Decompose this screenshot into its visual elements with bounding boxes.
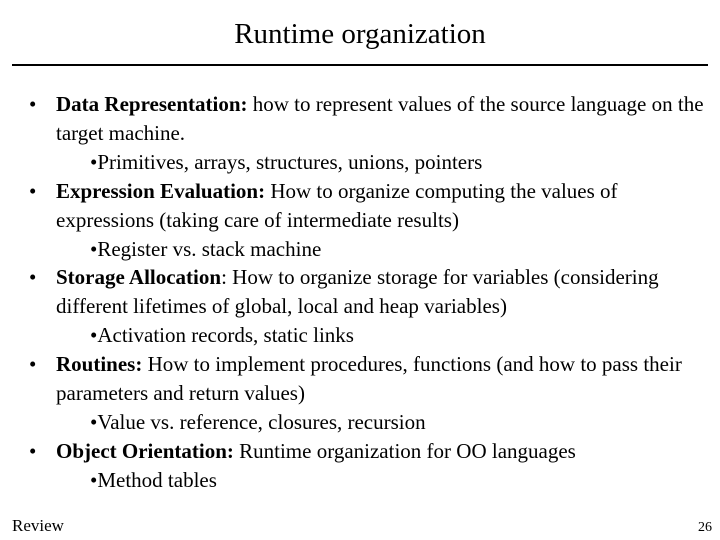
bullet-term: Data Representation:: [56, 92, 248, 116]
title-divider: [12, 64, 708, 66]
page-number: 26: [698, 520, 712, 535]
sub-bullet: •Method tables: [90, 467, 217, 492]
sub-bullet: •Register vs. stack machine: [90, 236, 322, 261]
sub-bullet: •Value vs. reference, closures, recursion: [90, 409, 426, 434]
bullet-term: Object Orientation:: [56, 438, 234, 463]
bullet-marker: •: [29, 92, 37, 116]
bullet-marker: •: [29, 265, 37, 290]
bullet-storage-allocation: [29, 263, 709, 321]
bullet-text: How to implement procedures, functions (and how to pass their parameters and return values): [56, 352, 682, 406]
sub-bullet: •Primitives, arrays, structures, unions, pointers: [90, 149, 483, 174]
sub-bullet: •Activation records, static links: [90, 323, 354, 348]
bullet-marker: •: [29, 178, 37, 203]
bullet-text: How to organize computing the values of expressions (taking care of intermediate results): [56, 178, 618, 232]
bullet-text: : How to organize storage for variables (considering different lifetimes of global, local and heap variables): [56, 265, 659, 319]
bullet-term: Expression Evaluation:: [56, 178, 266, 203]
bullet-marker: •: [29, 438, 37, 463]
bullet-marker: •: [29, 352, 37, 377]
bullet-expression-evaluation: [29, 177, 709, 235]
slide-title: Runtime organization: [234, 18, 486, 50]
bullet-routines: [29, 350, 709, 408]
bullet-list: [29, 90, 709, 495]
bullet-object-orientation: [29, 437, 709, 466]
bullet-text: how to represent values of the source language on the target machine.: [56, 92, 704, 145]
bullet-term: Storage Allocation: [56, 265, 222, 290]
footer-label: Review: [12, 516, 64, 535]
bullet-data-representation: [29, 90, 709, 148]
bullet-term: Routines:: [56, 352, 143, 377]
bullet-text: Runtime organization for OO languages: [233, 438, 576, 463]
